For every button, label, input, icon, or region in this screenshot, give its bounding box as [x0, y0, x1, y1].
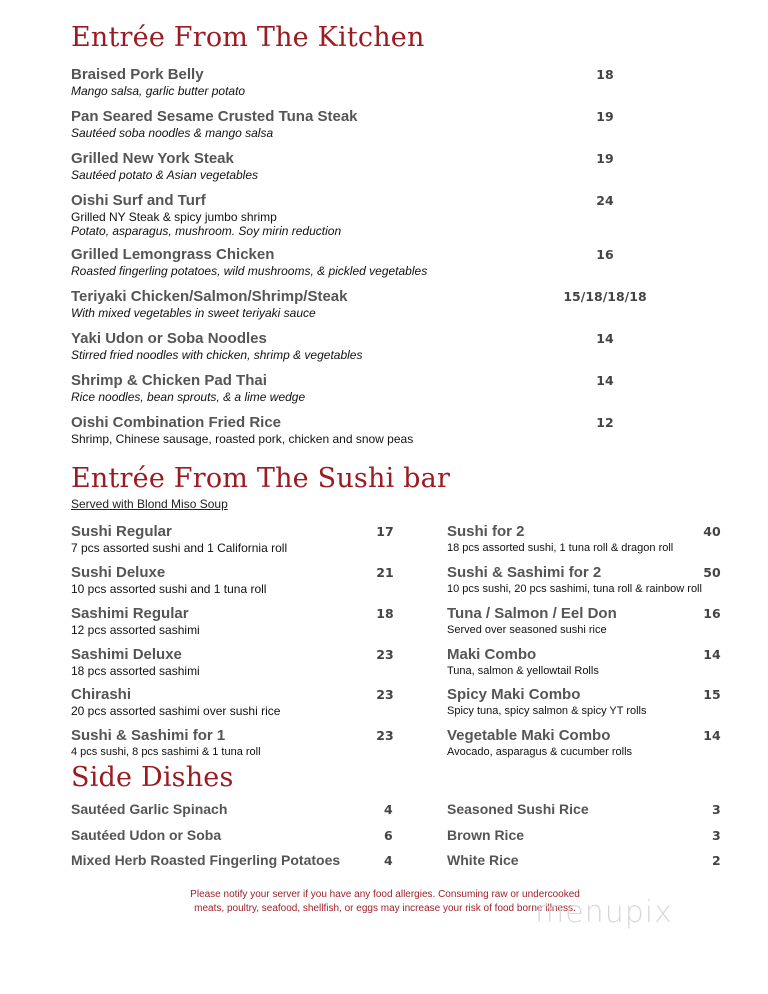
menu-item — [71, 288, 348, 320]
item-price: 12 — [596, 415, 614, 430]
item-name: Sashimi Regular — [71, 605, 189, 622]
menu-item — [71, 246, 427, 278]
allergy-notice-line1: Please notify your server if you have any food allergies. Consuming raw or undercooked — [190, 889, 580, 900]
item-price: 21 — [376, 565, 394, 580]
item-name: Sushi for 2 — [447, 523, 525, 540]
side-item-price: 2 — [712, 853, 721, 868]
menu-item — [71, 414, 413, 446]
item-name: Sashimi Deluxe — [71, 646, 182, 663]
item-price: 19 — [596, 109, 614, 124]
item-desc: Tuna, salmon & yellowtail Rolls — [447, 665, 599, 677]
sushi-section-title: Entrée From The Sushi bar — [71, 463, 451, 494]
item-name: Spicy Maki Combo — [447, 686, 581, 703]
item-name: Oishi Surf and Turf — [71, 192, 206, 209]
item-name: Chirashi — [71, 686, 132, 703]
sides-section-title: Side Dishes — [71, 762, 234, 793]
item-price: 23 — [376, 647, 394, 662]
item-desc: Sautéed soba noodles & mango salsa — [71, 126, 274, 140]
item-name: Pan Seared Sesame Crusted Tuna Steak — [71, 108, 358, 125]
menu-item — [71, 150, 258, 182]
item-name: Grilled New York Steak — [71, 150, 234, 167]
side-item-name: Brown Rice — [447, 827, 525, 843]
menu-item — [71, 686, 280, 718]
item-price: 14 — [596, 331, 614, 346]
item-name: Yaki Udon or Soba Noodles — [71, 330, 267, 347]
menu-item — [71, 727, 261, 759]
item-desc: Shrimp, Chinese sausage, roasted pork, chicken and snow peas — [71, 432, 414, 446]
menu-item — [447, 727, 632, 759]
side-item-price: 6 — [384, 828, 393, 843]
side-item-price: 3 — [712, 802, 721, 817]
menu-item — [71, 564, 266, 596]
item-price: 18 — [376, 606, 394, 621]
menu-item — [447, 564, 702, 596]
item-price: 14 — [703, 647, 721, 662]
side-item-price: 4 — [384, 802, 393, 817]
item-price: 16 — [703, 606, 721, 621]
kitchen-section-title: Entrée From The Kitchen — [71, 22, 425, 53]
item-price: 24 — [596, 193, 614, 208]
menu-item — [71, 192, 341, 238]
menu-item — [71, 646, 200, 678]
item-name: Teriyaki Chicken/Salmon/Shrimp/Steak — [71, 288, 348, 305]
item-price: 40 — [703, 524, 721, 539]
item-desc: Served over seasoned sushi rice — [447, 624, 607, 636]
item-name: Sushi & Sashimi for 2 — [447, 564, 602, 581]
item-price: 14 — [596, 373, 614, 388]
item-desc: 18 pcs assorted sashimi — [71, 664, 200, 678]
side-item-name: Sautéed Udon or Soba — [71, 827, 222, 843]
item-price: 15/18/18/18 — [563, 289, 647, 304]
item-name: Braised Pork Belly — [71, 66, 204, 83]
sushi-subtitle: Served with Blond Miso Soup — [71, 497, 228, 511]
menu-item — [447, 646, 599, 678]
side-item-name: White Rice — [447, 852, 519, 868]
item-desc: With mixed vegetables in sweet teriyaki sauce — [71, 306, 316, 320]
item-desc: 20 pcs assorted sashimi over sushi rice — [71, 704, 281, 718]
menu-item — [71, 108, 358, 140]
item-name: Oishi Combination Fried Rice — [71, 414, 282, 431]
item-desc: Stirred fried noodles with chicken, shrimp & vegetables — [71, 348, 363, 362]
menu-item — [447, 605, 617, 637]
item-name: Vegetable Maki Combo — [447, 727, 611, 744]
side-item-name: Seasoned Sushi Rice — [447, 801, 589, 817]
side-item-name: Mixed Herb Roasted Fingerling Potatoes — [71, 852, 341, 868]
item-desc-secondary: Potato, asparagus, mushroom. Soy mirin reduction — [71, 224, 342, 238]
watermark: menupix — [535, 895, 673, 930]
allergy-notice-line2: meats, poultry, seafood, shellfish, or eggs may increase your risk of food borne illness. — [194, 903, 576, 914]
item-price: 50 — [703, 565, 721, 580]
menu-item — [447, 523, 673, 555]
item-price: 18 — [596, 67, 614, 82]
item-name: Sushi Deluxe — [71, 564, 166, 581]
menu-item — [71, 605, 200, 637]
menu-item — [71, 330, 362, 362]
menu-item — [71, 66, 245, 98]
item-desc: 10 pcs sushi, 20 pcs sashimi, tuna roll & rainbow roll — [447, 583, 702, 595]
item-name: Grilled Lemongrass Chicken — [71, 246, 275, 263]
item-desc: 12 pcs assorted sashimi — [71, 623, 200, 637]
item-desc: Rice noodles, bean sprouts, & a lime wedge — [71, 390, 306, 404]
item-desc: Spicy tuna, spicy salmon & spicy YT rolls — [447, 705, 647, 717]
item-price: 23 — [376, 687, 394, 702]
item-name: Sushi Regular — [71, 523, 172, 540]
item-price: 17 — [376, 524, 394, 539]
item-name: Shrimp & Chicken Pad Thai — [71, 372, 267, 389]
side-item-price: 4 — [384, 853, 393, 868]
item-name: Sushi & Sashimi for 1 — [71, 727, 226, 744]
menu-item — [71, 372, 305, 404]
side-item-name: Sautéed Garlic Spinach — [71, 801, 228, 817]
side-item-price: 3 — [712, 828, 721, 843]
item-name: Tuna / Salmon / Eel Don — [447, 605, 617, 622]
item-desc: Sautéed potato & Asian vegetables — [71, 168, 259, 182]
item-desc: Roasted fingerling potatoes, wild mushrooms, & pickled vegetables — [71, 264, 428, 278]
item-desc: Mango salsa, garlic butter potato — [71, 84, 246, 98]
item-price: 23 — [376, 728, 394, 743]
item-price: 16 — [596, 247, 614, 262]
item-desc: Avocado, asparagus & cucumber rolls — [447, 746, 633, 758]
menu-item — [447, 686, 647, 718]
item-desc: 4 pcs sushi, 8 pcs sashimi & 1 tuna roll — [71, 746, 261, 758]
item-price: 14 — [703, 728, 721, 743]
item-desc: Grilled NY Steak & spicy jumbo shrimp — [71, 210, 277, 224]
item-desc: 18 pcs assorted sushi, 1 tuna roll & dragon roll — [447, 542, 674, 554]
menu-item — [71, 523, 287, 555]
item-price: 19 — [596, 151, 614, 166]
item-name: Maki Combo — [447, 646, 537, 663]
item-price: 15 — [703, 687, 721, 702]
item-desc: 10 pcs assorted sushi and 1 tuna roll — [71, 582, 267, 596]
item-desc: 7 pcs assorted sushi and 1 California roll — [71, 541, 288, 555]
